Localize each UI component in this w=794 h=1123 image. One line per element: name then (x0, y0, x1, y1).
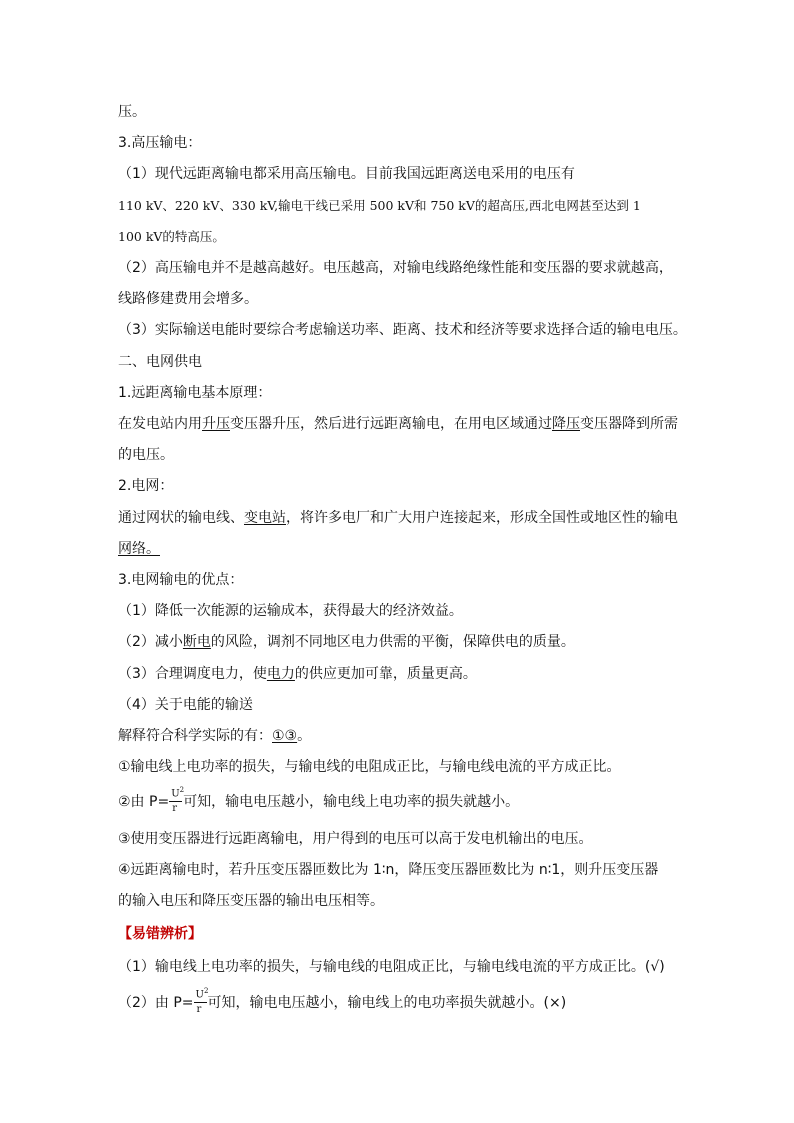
text-line: （1）降低一次能源的运输成本，获得最大的经济效益。 (118, 603, 463, 619)
numerator-symbol: U (171, 788, 180, 800)
section-heading: 3.高压输电： (118, 135, 202, 151)
numerator-symbol: U (195, 989, 204, 1001)
text-line: （4）关于电能的输送 (118, 697, 253, 713)
text-span: 在发电站内用 (118, 416, 202, 432)
section-heading: 2.电网： (118, 478, 174, 494)
text-line (118, 632, 575, 652)
text-span: （2）减小 (118, 634, 183, 650)
text-line (118, 414, 678, 434)
error-analysis-heading: 【易错辨析】 (118, 926, 202, 942)
fraction-bar (194, 1002, 207, 1003)
section-heading: 3.电网输电的优点： (118, 572, 244, 588)
fraction-numerator (171, 784, 184, 800)
text-line: （3）实际输送电能时要综合考虑输送功率、距离、技术和经济等要求选择合适的输电电压。 (118, 322, 687, 338)
text-span: ，将许多电厂和广大用户连接起来，形成全国性或地区性的输电 (286, 510, 678, 526)
text-line (118, 987, 567, 1015)
underlined-term: 变电站 (244, 510, 286, 526)
text-line: （2）高压输电并不是越高越好。电压越高，对输电线路绝缘性能和变压器的要求就越高， (118, 260, 673, 276)
text-span: 。 (297, 728, 312, 744)
underlined-term: 降压 (552, 416, 580, 432)
text-line: 线路修建费用会增多。 (118, 291, 258, 307)
underlined-term: 电力 (266, 666, 295, 682)
text-line (118, 508, 678, 528)
text-line: 110 kV、220 kV、330 kV,输电干线已采用 500 kV和 750 kV的超高压,西北电网甚至达到 1 (118, 198, 641, 213)
text-line: 压。 (118, 104, 146, 120)
text-line (118, 726, 311, 746)
text-line: ③使用变压器进行远距离输电，用户得到的电压可以高于发电机输出的电压。 (118, 831, 593, 847)
section-heading: 二、电网供电 (118, 354, 202, 370)
text-span: 变压器升压，然后进行远距离输电，在用电区域通过 (230, 416, 552, 432)
text-line (118, 664, 477, 684)
text-span: 的供应更加可靠，质量更高。 (294, 666, 477, 682)
fraction-denominator: r (196, 1004, 202, 1015)
text-span: （3）合理调度电力，使 (118, 666, 267, 682)
text-line: （1）输电线上电功率的损失，与输电线的电阻成正比，与输电线电流的平方成正比。(√) (118, 959, 665, 975)
text-line (118, 786, 520, 814)
text-span: 可知，输电电压越小，输电线上的电功率损失就越小。(×) (207, 995, 567, 1011)
text-span: ②由 P= (118, 794, 170, 810)
text-line: ①输电线上电功率的损失，与输电线的电阻成正比，与输电线电流的平方成正比。 (118, 759, 621, 775)
text-span: 可知，输电电压越小，输电线上电功率的损失就越小。 (183, 794, 520, 810)
text-span: 变压器降到所需 (580, 416, 678, 432)
underlined-term: 断电 (182, 634, 211, 650)
numerator-exponent: 2 (203, 987, 209, 995)
text-line: 的电压。 (118, 447, 174, 463)
text-line: ④远距离输电时，若升压变压器匝数比为 1∶n，降压变压器匝数比为 n∶1，则升压变压器 (118, 862, 659, 878)
fraction-denominator: r (172, 803, 177, 814)
fraction-formula (194, 987, 209, 1015)
text-line: （1）现代远距离输电都采用高压输电。目前我国远距离送电采用的电压有 (118, 166, 575, 182)
text-line (118, 539, 160, 559)
fraction-numerator (196, 985, 209, 1001)
fraction-bar (169, 801, 182, 802)
answer-blank: ①③ (272, 728, 298, 744)
numerator-exponent: 2 (179, 786, 185, 794)
fraction-formula (169, 786, 185, 814)
text-span: 的风险，调剂不同地区电力供需的平衡，保障供电的质量。 (210, 634, 575, 650)
underlined-term: 网络。 (118, 541, 160, 557)
underlined-term: 升压 (202, 416, 230, 432)
section-heading: 1.远距离输电基本原理： (118, 385, 272, 401)
text-line: 100 kV的特高压。 (118, 229, 225, 244)
text-line: 的输入电压和降压变压器的输出电压相等。 (118, 893, 384, 909)
text-span: 解释符合科学实际的有： (118, 728, 272, 744)
text-span: （2）由 P= (118, 995, 194, 1011)
text-span: 通过网状的输电线、 (118, 510, 244, 526)
